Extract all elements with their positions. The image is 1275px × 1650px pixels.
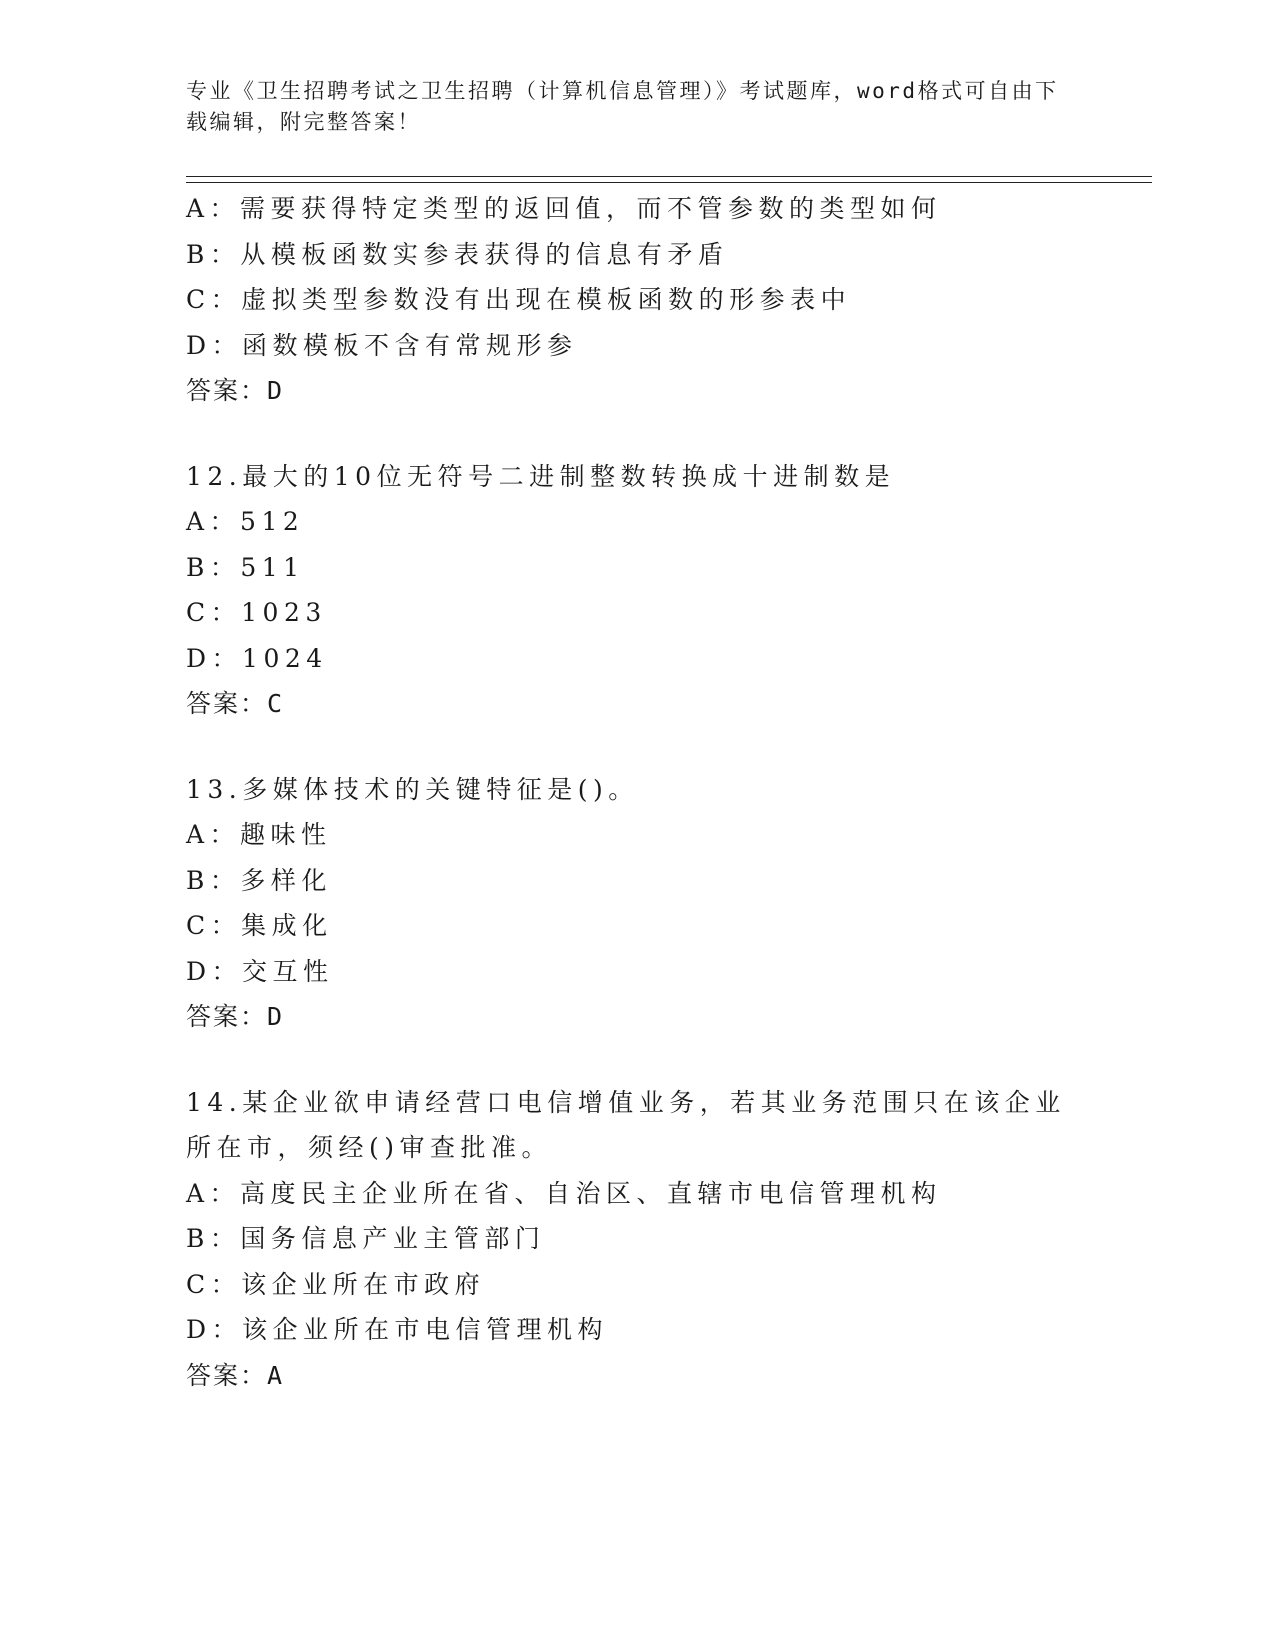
question-block-12 — [186, 454, 1086, 727]
question-text: 13.多媒体技术的关键特征是()。 — [186, 774, 639, 804]
header-divider — [186, 176, 1152, 183]
question-block-14 — [186, 1080, 1086, 1399]
answer-label: 答案： — [186, 689, 268, 718]
answer-line — [186, 1353, 1086, 1399]
option-a: A：趣味性 — [186, 820, 332, 849]
answer-line — [186, 681, 1086, 727]
answer-label: 答案： — [186, 1002, 268, 1031]
answer-value: D — [267, 376, 285, 405]
option-b: B：511 — [186, 552, 305, 582]
question-list — [186, 186, 1086, 1398]
answer-line — [186, 994, 1086, 1040]
answer-value: A — [267, 1360, 285, 1390]
block-spacer — [186, 1040, 1086, 1080]
block-spacer — [186, 414, 1086, 454]
option-d: D：函数模板不含有常规形参 — [186, 330, 578, 360]
option-d: D：交互性 — [186, 956, 334, 986]
question-block-13 — [186, 767, 1086, 1040]
document-intro: 专业《卫生招聘考试之卫生招聘（计算机信息管理）》考试题库，word格式可自由下载编辑，附完整答案！ — [186, 79, 1059, 134]
option-b: B：多样化 — [186, 865, 332, 895]
option-b: B：从模板函数实参表获得的信息有矛盾 — [186, 239, 729, 269]
option-c: C：1023 — [186, 598, 327, 627]
option-a: A：需要获得特定类型的返回值，而不管参数的类型如何 — [186, 194, 942, 223]
block-spacer — [186, 727, 1086, 767]
answer-label: 答案： — [186, 1360, 268, 1390]
option-d: D：该企业所在市电信管理机构 — [186, 1315, 609, 1344]
answer-value: C — [267, 689, 285, 718]
question-text: 12.最大的10位无符号二进制整数转换成十进制数是 — [186, 461, 896, 491]
answer-line — [186, 368, 1086, 414]
answer-value: D — [267, 1002, 285, 1031]
question-block-11 — [186, 186, 1086, 414]
option-b: B：国务信息产业主管部门 — [186, 1224, 546, 1253]
question-text: 14.某企业欲申请经营口电信增值业务，若其业务范围只在该企业所在市，须经()审查批准。 — [186, 1087, 1066, 1162]
option-a: A：512 — [186, 507, 305, 536]
option-c: C：该企业所在市政府 — [186, 1269, 486, 1299]
option-c: C：集成化 — [186, 911, 333, 940]
option-a: A：高度民主企业所在省、自治区、直辖市电信管理机构 — [186, 1178, 942, 1208]
answer-label: 答案： — [186, 376, 268, 405]
option-d: D：1024 — [186, 643, 328, 673]
option-c: C：虚拟类型参数没有出现在模板函数的形参表中 — [186, 285, 852, 314]
